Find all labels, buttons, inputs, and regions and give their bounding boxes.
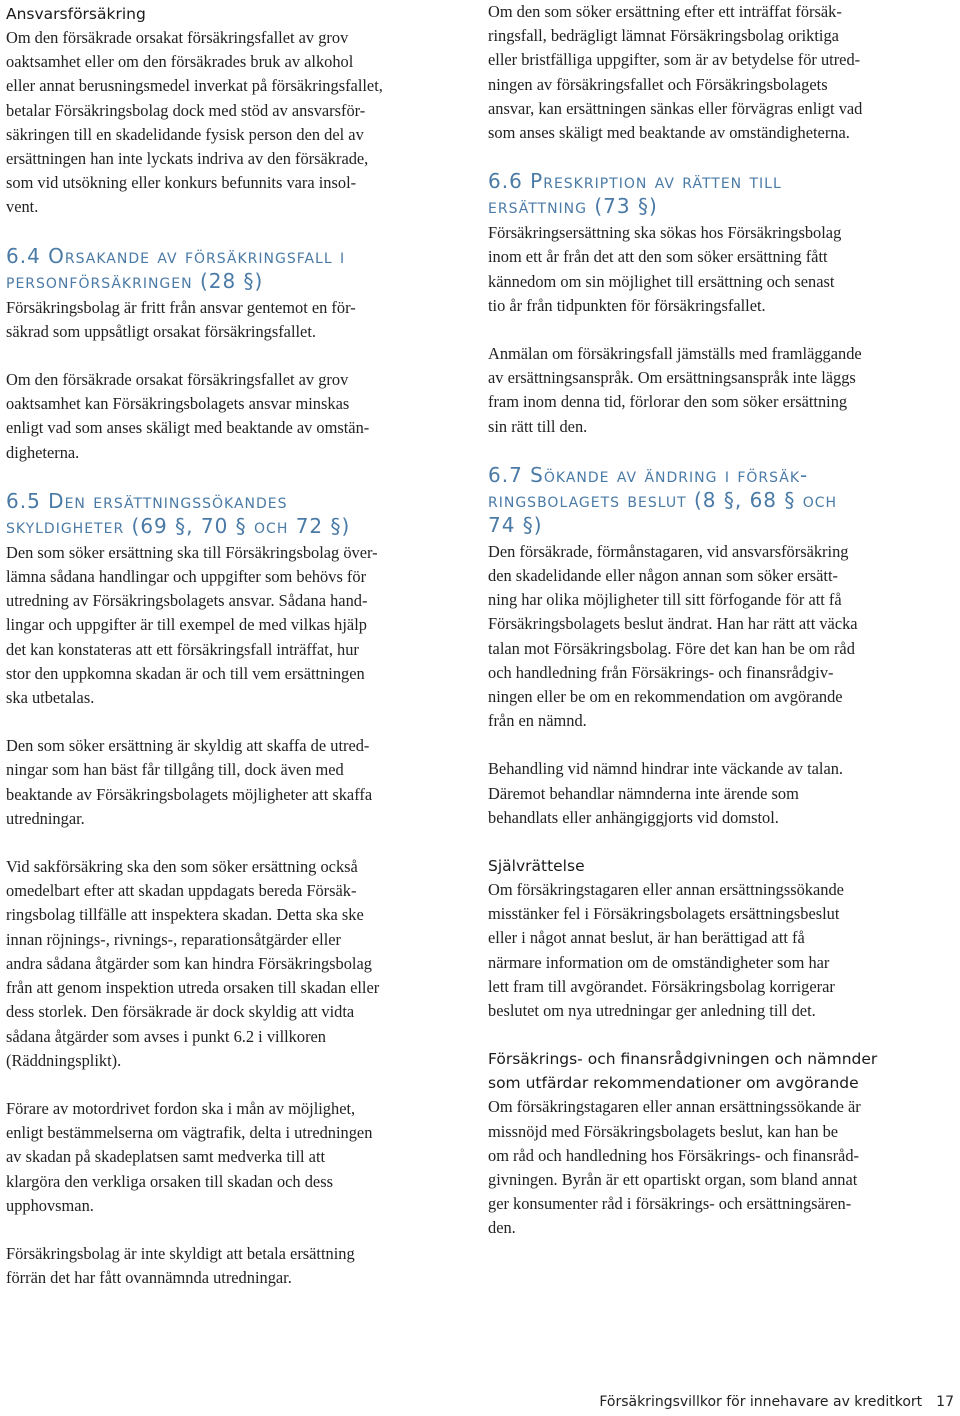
finansradgivning-text: Om försäkringstagaren eller annan ersättningssökande är missnöjd med Försäkringsbolagets beslut, kan han be om råd och handledning hos Försäkrings- och finansråd- givningen. Byrån är ett opartiskt organ, som bland annat ger konsumenter råd i försäkrings- och ersättningsären- den. (488, 1097, 861, 1238)
section-6-6-paragraph-1: Försäkringsersättning ska sökas hos Försäkringsbolag inom ett år från det att den som söker ersättning fått kännedom om sin möjlighet till ersättning och senast tio år från tidpunkten för försäkringsfallet. (488, 223, 842, 315)
left-column (6, 0, 442, 1314)
section-6-5-heading: 6.5 Den ersättningssökandes skyldigheter (69 §, 70 § och 72 §) (6, 488, 351, 538)
ansvarsforsakring-text: Om den försäkrade orsakat försäkringsfallet av grov oaktsamhet eller om den försäkrades bruk av alkohol eller annat berusningsmedel inverkat på försäkringsfallet, betalar Försäkringsbolag dock med stöd av ansvarsför- säkringen till en skadelidande fysisk person den del av ersättningen han inte lyckats indriva av den försäkrade, som vid utsökning eller konkurs befunnits vara insol- vent. (6, 28, 383, 217)
sjalvrattelse-text: Om försäkringstagaren eller annan ersättningssökande misstänker fel i Försäkringsbolagets ersättningsbeslut eller i något annat beslut, är han berättigad att få närmare information om de omständigheter som har lett fram till avgörandet. Försäkringsbolag korrigerar beslutet om nya utredningar ger anledning till det. (488, 880, 844, 1021)
section-6-4-heading: 6.4 Orsakande av försäkringsfall i personförsäkringen (28 §) (6, 243, 346, 293)
section-6-7-paragraph-1: Den försäkrade, förmånstagaren, vid ansvarsförsäkring den skadelidande eller någon annan som söker ersätt- ning har olika möjligheter till sitt förfogande för att få Försäkringsbolagets beslut ändrat. Han har rätt att väcka talan mot Försäkringsbolag. Före det kan han be om råd och handledning från Försäkrings- och finansrådgiv- ningen eller be om en rekommendation om avgörande från en nämnd. (488, 541, 858, 731)
section-6-6-paragraph-2: Anmälan om försäkringsfall jämställs med framläggande av ersättningsanspråk. Om ersättningsanspråk inte läggs fram inom denna tid, förlorar den som söker ersättning sin rätt till den. (488, 344, 862, 436)
section-6-6-heading: 6.6 Preskription av rätten till ersättning (73 §) (488, 169, 782, 219)
section-6-5-paragraph-1: Den som söker ersättning ska till Försäkringsbolag över- lämna sådana handlingar och uppgifter som behövs för utredning av Försäkringsbolagets ansvar. Sådana hand- lingar och uppgifter är till exempel de med vilkas hjälp det kan konstateras att ett försäkringsfall inträffat, hur stor den uppkomna skadan är och till vem ersättningen ska utbetalas. (6, 542, 378, 708)
sjalvrattelse-heading: Självrättelse (488, 857, 585, 876)
footer-title: Försäkringsvillkor för innehavare av kreditkort (599, 1394, 923, 1410)
page-footer (599, 1394, 954, 1410)
ansvarsforsakring-heading: Ansvarsförsäkring (6, 5, 146, 23)
finansradgivning-heading: Försäkrings- och finansrådgivningen och nämnder som utfärdar rekommendationer om avgörande (488, 1050, 878, 1093)
section-6-5-paragraph-3: Vid sakförsäkring ska den som söker ersättning också omedelbart efter att skadan uppdagats bereda Försäk- ringsbolag tillfälle att inspektera skadan. Detta ska ske innan röjnings-, rivnings-, reparationsåtgärder eller andra sådana åtgärder som kan hindra Försäkringsbolag från att genom inspektion utreda orsaken till skadan eller dess storlek. Den försäkrade är dock skyldig att vidta sådana åtgärder som avses i punkt 6.2 i villkoren (Räddningsplikt). (6, 857, 380, 1070)
section-6-5-paragraph-5: Försäkringsbolag är inte skyldigt att betala ersättning förrän det har fått ovannämnda utredningar. (6, 1243, 355, 1288)
section-6-7-paragraph-2: Behandling vid nämnd hindrar inte väckande av talan. Däremot behandlar nämnderna inte ärende som behandlats eller anhängiggjorts vid domstol. (488, 759, 844, 827)
section-6-4-paragraph-1: Försäkringsbolag är fritt från ansvar gentemot en för- säkrad som uppsåtligt orsakat försäkringsfallet. (6, 297, 356, 341)
right-column (488, 0, 938, 1265)
section-6-5-paragraph-4: Förare av motordrivet fordon ska i mån av möjlighet, enligt bestämmelserna om vägtrafik, delta i utredningen av skadan på skadeplatsen samt medverka till att klargöra den verkliga orsaken till skadan och dess upphovsman. (6, 1098, 373, 1215)
page-number: 17 (936, 1394, 954, 1410)
section-6-5-paragraph-2: Den som söker ersättning är skyldig att skaffa de utred- ningar som han bäst får tillgång till, dock även med beaktande av Försäkringsbolagets möjligheter att skaffa utredningar. (6, 736, 373, 828)
section-6-4-paragraph-2: Om den försäkrade orsakat försäkringsfallet av grov oaktsamhet kan Försäkringsbolagets ansvar minskas enligt vad som anses skäligt med beaktande av omstän- digheterna. (6, 370, 370, 462)
section-6-7-heading: 6.7 Sökande av ändring i försäk- ringsbolagets beslut (8 §, 68 § och 74 §) (488, 462, 838, 537)
fraud-paragraph: Om den som söker ersättning efter ett inträffat försäk- ringsfall, bedrägligt lämnat Försäkringsbolag oriktiga eller bristfälliga uppgifter, som är av betydelse för utred- ningen av försäkringsfallet och Försäkringsbolagets ansvar, kan ersättningen sänkas eller förvägras enligt vad som anses skäligt med beaktande av omständigheterna. (488, 2, 863, 143)
